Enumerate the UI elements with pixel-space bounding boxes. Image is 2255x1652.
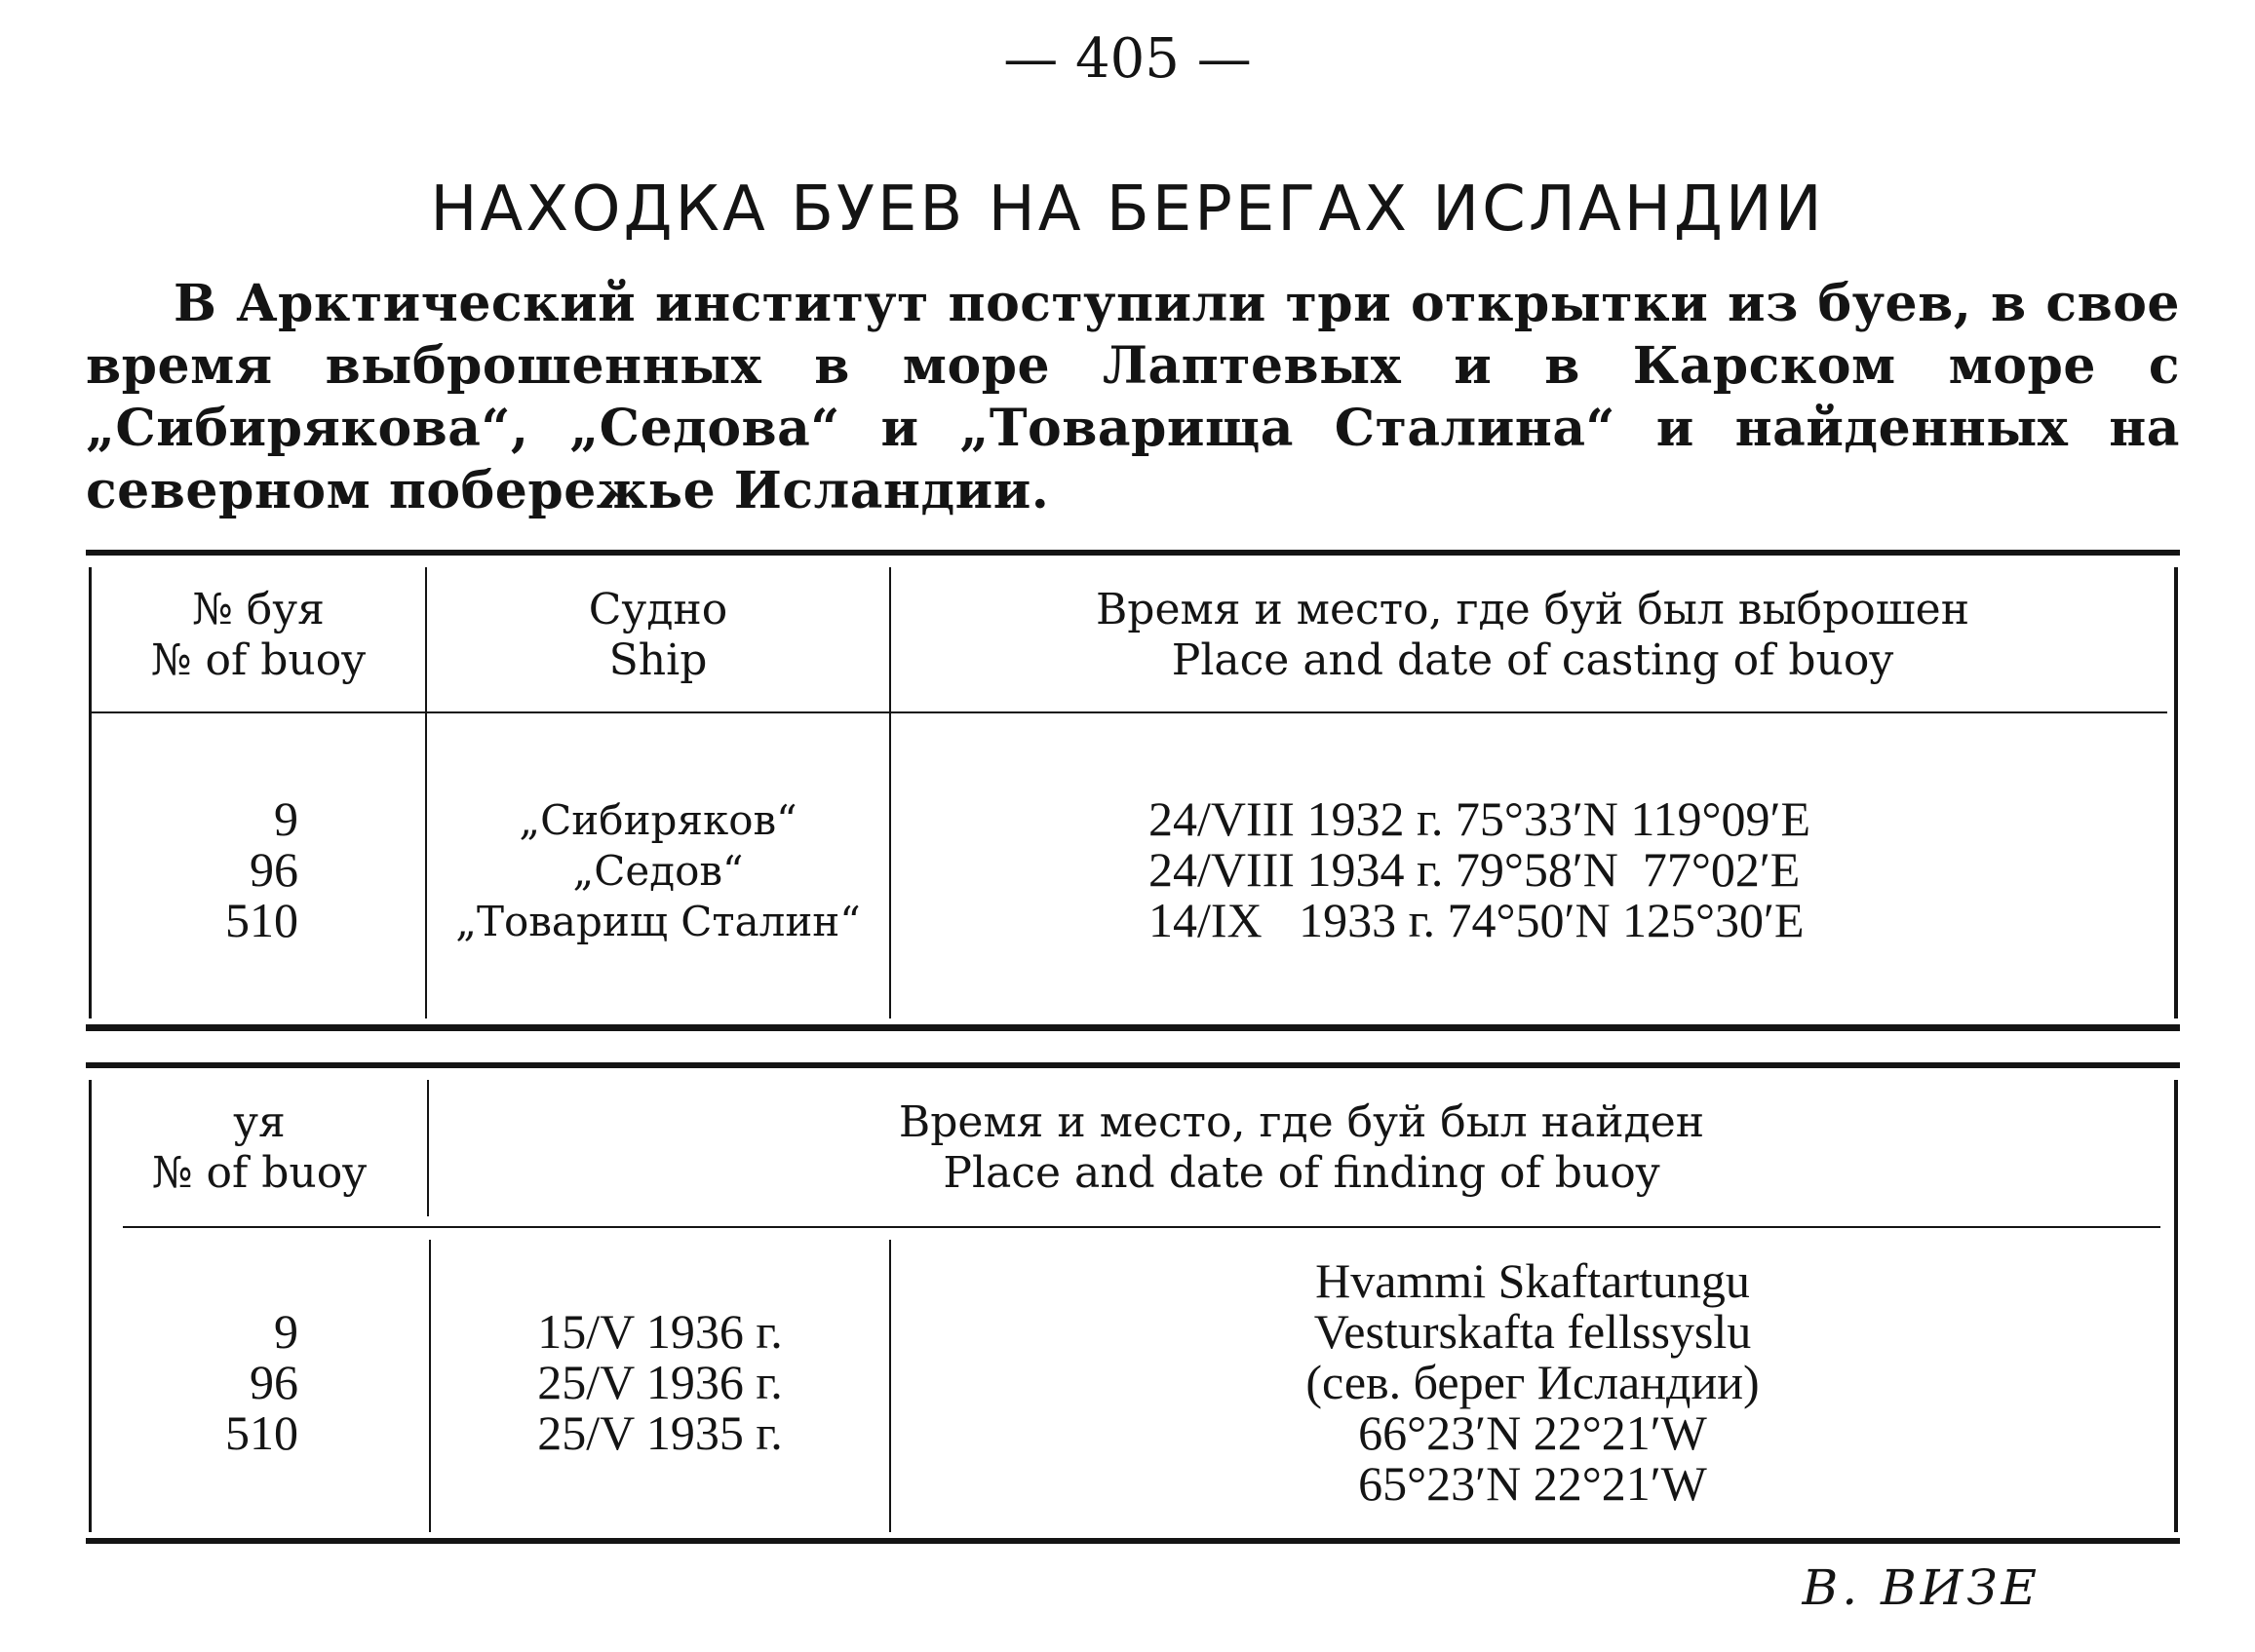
table1-row-casting: 24/VIII 1932 г. 75°33′N 119°09′E bbox=[1148, 791, 1810, 846]
place-line: Hvammi Skaftartungu bbox=[1315, 1253, 1750, 1308]
table2-row-buoy: 96 bbox=[250, 1355, 298, 1409]
table1-row-ship: „Сибиряков“ bbox=[519, 796, 797, 844]
table2-header-buoy bbox=[92, 1097, 427, 1199]
intro-paragraph bbox=[86, 273, 2180, 522]
table2-row-date: 25/V 1936 г. bbox=[537, 1355, 783, 1409]
table2-buoy-column bbox=[92, 1306, 298, 1458]
place-line: 65°23′N 22°21′W bbox=[1358, 1456, 1707, 1511]
place-line: (сев. берег Исландии) bbox=[1305, 1355, 1760, 1409]
header-finding-ru: Время и место, где буй был найден bbox=[898, 1097, 1705, 1147]
table2-bottom-rule bbox=[86, 1538, 2180, 1544]
table1-bottom-rule bbox=[86, 1024, 2180, 1031]
header-casting-ru: Время и место, где буй был выброшен bbox=[1095, 585, 1970, 634]
table1-top-rule bbox=[86, 550, 2180, 556]
header-ship-en: Ship bbox=[608, 635, 708, 685]
table1-row-buoy: 510 bbox=[225, 893, 298, 947]
header-buoy-ru: уя bbox=[233, 1097, 286, 1147]
table2-right-border bbox=[2174, 1080, 2178, 1532]
header-ship-ru: Судно bbox=[588, 585, 728, 634]
author-signature: В. ВИЗЕ bbox=[1802, 1559, 2041, 1616]
table1-header-rule bbox=[91, 711, 2167, 713]
header-buoy-en: № of buoy bbox=[151, 1148, 368, 1198]
place-line: Vesturskafta fellssyslu bbox=[1313, 1304, 1752, 1359]
table1-buoy-column bbox=[92, 793, 298, 945]
table2-row-buoy: 9 bbox=[274, 1304, 298, 1359]
place-line: 66°23′N 22°21′W bbox=[1358, 1405, 1707, 1460]
table1-header-casting bbox=[891, 585, 2174, 686]
table1-row-buoy: 9 bbox=[274, 791, 298, 846]
table1-row-casting: 24/VIII 1934 г. 79°58′N 77°02′E bbox=[1148, 842, 1801, 897]
table2-row-buoy: 510 bbox=[225, 1405, 298, 1460]
table2-header-finding bbox=[429, 1097, 2174, 1199]
table2-row-date: 25/V 1935 г. bbox=[537, 1405, 783, 1460]
table1-row-casting: 14/IX 1933 г. 74°50′N 125°30′E bbox=[1148, 893, 1805, 947]
table1-ship-column bbox=[427, 795, 889, 947]
table1-row-buoy: 96 bbox=[250, 842, 298, 897]
table2-place-column bbox=[891, 1255, 2174, 1509]
table1-row-ship: „Седов“ bbox=[572, 847, 744, 895]
header-casting-en: Place and date of casting of buoy bbox=[1171, 635, 1894, 685]
table2-header-rule bbox=[123, 1226, 2160, 1228]
intro-text: В Арктический институт поступили три открытки из буев, в свое время выброшенных в море Лаптевых и в Карском море с „Сибирякова“, „Седова“ и „Товарища Сталина“ и найденных на северном побережье Исландии. bbox=[86, 274, 2180, 520]
header-finding-en: Place and date of finding of buoy bbox=[943, 1148, 1660, 1198]
table1-casting-column bbox=[1148, 793, 2172, 945]
article-title: НАХОДКА БУЕВ НА БЕРЕГАХ ИСЛАНДИИ bbox=[430, 173, 1825, 246]
table1-row-ship: „Товарищ Сталин“ bbox=[455, 898, 861, 945]
header-buoy-ru: № буя bbox=[192, 585, 325, 634]
header-buoy-en: № of buoy bbox=[150, 635, 367, 685]
table2-row-date: 15/V 1936 г. bbox=[537, 1304, 783, 1359]
table1-header-buoy bbox=[92, 585, 425, 686]
table1-header-ship bbox=[427, 585, 889, 686]
table2-top-rule bbox=[86, 1062, 2180, 1068]
table1-right-border bbox=[2174, 567, 2178, 1018]
page-number: — 405 — bbox=[1003, 27, 1252, 91]
table2-date-column bbox=[431, 1306, 889, 1458]
